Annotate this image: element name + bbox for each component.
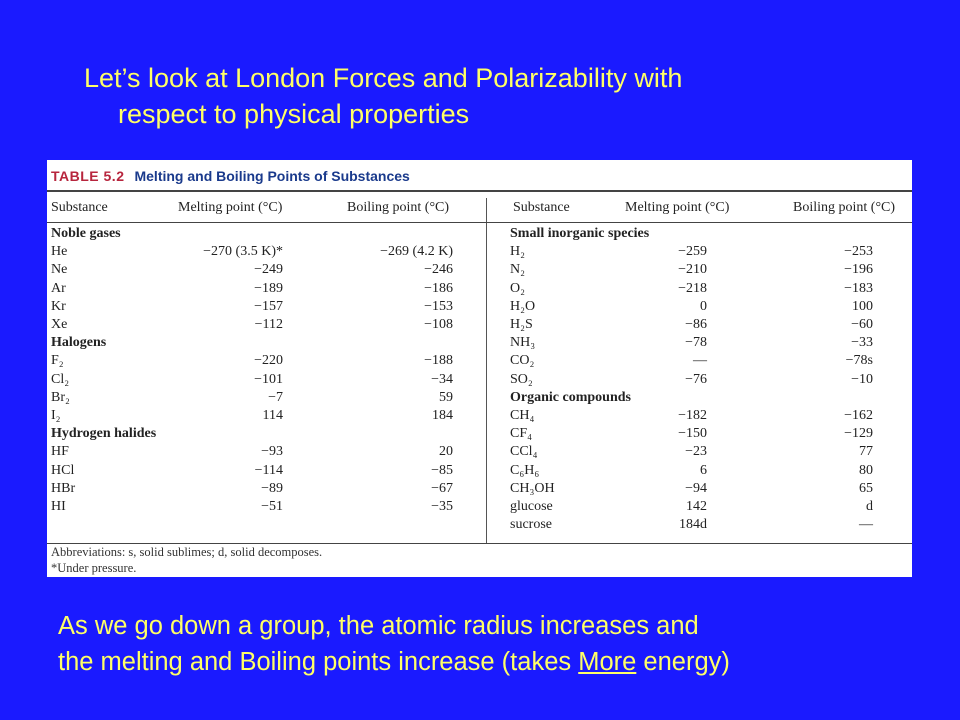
melting-point-cell: −157	[254, 298, 283, 314]
substance-cell: sucrose	[510, 517, 552, 533]
melting-point-cell: —	[693, 353, 707, 369]
top-rule	[47, 190, 912, 192]
melting-point-cell: −78	[685, 335, 707, 351]
substance-cell: O₂	[510, 280, 525, 296]
substance-cell: H₂S	[510, 317, 533, 332]
title-line-2: respect to physical properties	[118, 99, 470, 129]
title-line-1: Let’s look at London Forces and Polarizability with	[84, 63, 683, 93]
bottom-text	[58, 608, 938, 680]
boiling-point-cell: 77	[859, 444, 873, 460]
substance-cell: HCl	[51, 462, 75, 478]
melting-point-cell: 184d	[679, 517, 707, 533]
header-mp-right: Melting point (°C)	[625, 200, 730, 215]
bottom-line-2-start: the melting and Boiling points increase (takes	[58, 648, 579, 676]
boiling-point-cell: −129	[844, 426, 873, 442]
substance-cell: I₂	[51, 408, 61, 423]
substance-cell: HI	[51, 499, 66, 514]
boiling-point-cell: d	[866, 499, 873, 514]
melting-point-cell: −210	[678, 262, 707, 278]
substance-cell: C₆H₆	[510, 462, 540, 478]
bottom-line-2-end: energy)	[636, 648, 730, 676]
substance-cell: Kr	[51, 298, 66, 314]
substance-cell: H₂	[510, 244, 525, 260]
substance-cell: Br₂	[51, 389, 70, 405]
bottom-rule	[47, 543, 912, 544]
melting-point-cell: 0	[700, 298, 707, 314]
footnote-abbreviations: Abbreviations: s, solid sublimes; d, solid decomposes.	[51, 545, 323, 559]
melting-point-cell: −218	[678, 280, 707, 296]
header-mp-left: Melting point (°C)	[178, 200, 283, 215]
melting-point-cell: −220	[254, 353, 283, 369]
substance-cell: CO₂	[510, 353, 535, 369]
melting-point-cell: −182	[678, 408, 707, 423]
substance-cell: glucose	[510, 499, 553, 514]
header-bp-right: Boiling point (°C)	[793, 200, 896, 215]
boiling-point-cell: −67	[431, 480, 453, 496]
melting-point-cell: 142	[686, 499, 707, 514]
melting-point-cell: 114	[262, 408, 283, 423]
substance-cell: NH₃	[510, 335, 536, 351]
substance-cell: Ne	[51, 262, 68, 278]
melting-point-cell: −259	[678, 244, 707, 260]
substance-cell: CCl₄	[510, 444, 538, 460]
boiling-point-cell: 59	[439, 389, 453, 405]
table-caption-text: Melting and Boiling Points of Substances	[134, 168, 410, 184]
boiling-point-cell: 20	[439, 444, 453, 460]
boiling-point-cell: −78s	[845, 353, 873, 369]
table-caption	[51, 168, 410, 184]
boiling-point-cell: −60	[851, 317, 873, 332]
melting-point-cell: −101	[254, 371, 283, 387]
category-label: Halogens	[51, 335, 107, 351]
substance-cell: CF₄	[510, 426, 533, 442]
category-label: Hydrogen halides	[51, 426, 157, 442]
melting-point-cell: −23	[685, 444, 707, 460]
boiling-point-cell: 100	[852, 298, 873, 314]
melting-point-cell: −7	[268, 389, 283, 405]
boiling-point-cell: −108	[424, 317, 453, 332]
melting-point-cell: −189	[254, 280, 283, 296]
melting-point-cell: −249	[254, 262, 283, 278]
substance-cell: Ar	[51, 280, 66, 296]
melting-point-cell: −112	[254, 317, 283, 332]
column-divider	[486, 198, 487, 543]
substance-cell: He	[51, 244, 68, 260]
melting-point-cell: −51	[261, 499, 283, 514]
melting-point-cell: −94	[685, 480, 707, 496]
boiling-point-cell: −34	[431, 371, 453, 387]
footnote-pressure: *Under pressure.	[51, 561, 137, 575]
boiling-point-cell: −183	[844, 280, 873, 296]
melting-point-cell: −114	[254, 462, 283, 478]
substance-cell: CH₄	[510, 408, 535, 423]
boiling-point-cell: −35	[431, 499, 453, 514]
boiling-point-cell: −186	[424, 280, 453, 296]
boiling-point-cell: −253	[844, 244, 873, 260]
boiling-point-cell: −269 (4.2 K)	[380, 244, 453, 260]
boiling-point-cell: −188	[424, 353, 453, 369]
header-substance-left: Substance	[51, 200, 108, 215]
header-rule	[47, 222, 912, 223]
melting-point-cell: −86	[685, 317, 707, 332]
boiling-point-cell: −162	[844, 408, 873, 423]
melting-point-cell: −270 (3.5 K)*	[203, 244, 283, 260]
substance-cell: HF	[51, 444, 69, 460]
melting-point-cell: −150	[678, 426, 707, 442]
table-label: TABLE 5.2	[51, 168, 125, 184]
slide-title	[84, 60, 844, 132]
boiling-point-cell: −153	[424, 298, 453, 314]
substance-cell: CH₃OH	[510, 480, 555, 496]
category-label: Small inorganic species	[510, 226, 650, 241]
melting-point-cell: −76	[685, 371, 707, 387]
melting-point-cell: 6	[700, 462, 707, 478]
substance-cell: Cl₂	[51, 371, 70, 387]
header-substance-right: Substance	[513, 200, 570, 215]
boiling-point-cell: −33	[851, 335, 873, 351]
boiling-point-cell: —	[859, 517, 873, 533]
boiling-point-cell: −10	[851, 371, 873, 387]
melting-boiling-table	[47, 160, 912, 577]
boiling-point-cell: −246	[424, 262, 453, 278]
substance-cell: HBr	[51, 480, 76, 496]
boiling-point-cell: −196	[844, 262, 873, 278]
category-label: Organic compounds	[510, 389, 631, 405]
bottom-line-2-emphasis: More	[578, 648, 637, 676]
boiling-point-cell: 184	[432, 408, 453, 423]
category-label: Noble gases	[51, 226, 121, 241]
melting-point-cell: −93	[261, 444, 283, 460]
boiling-point-cell: −85	[431, 462, 453, 478]
header-bp-left: Boiling point (°C)	[347, 200, 450, 215]
melting-point-cell: −89	[261, 480, 283, 496]
substance-cell: F₂	[51, 353, 64, 369]
boiling-point-cell: 80	[859, 462, 873, 478]
substance-cell: N₂	[510, 262, 525, 278]
boiling-point-cell: 65	[859, 480, 873, 496]
substance-cell: H₂O	[510, 298, 536, 314]
substance-cell: Xe	[51, 317, 68, 332]
substance-cell: SO₂	[510, 371, 533, 387]
bottom-line-1: As we go down a group, the atomic radius increases and	[58, 612, 699, 640]
